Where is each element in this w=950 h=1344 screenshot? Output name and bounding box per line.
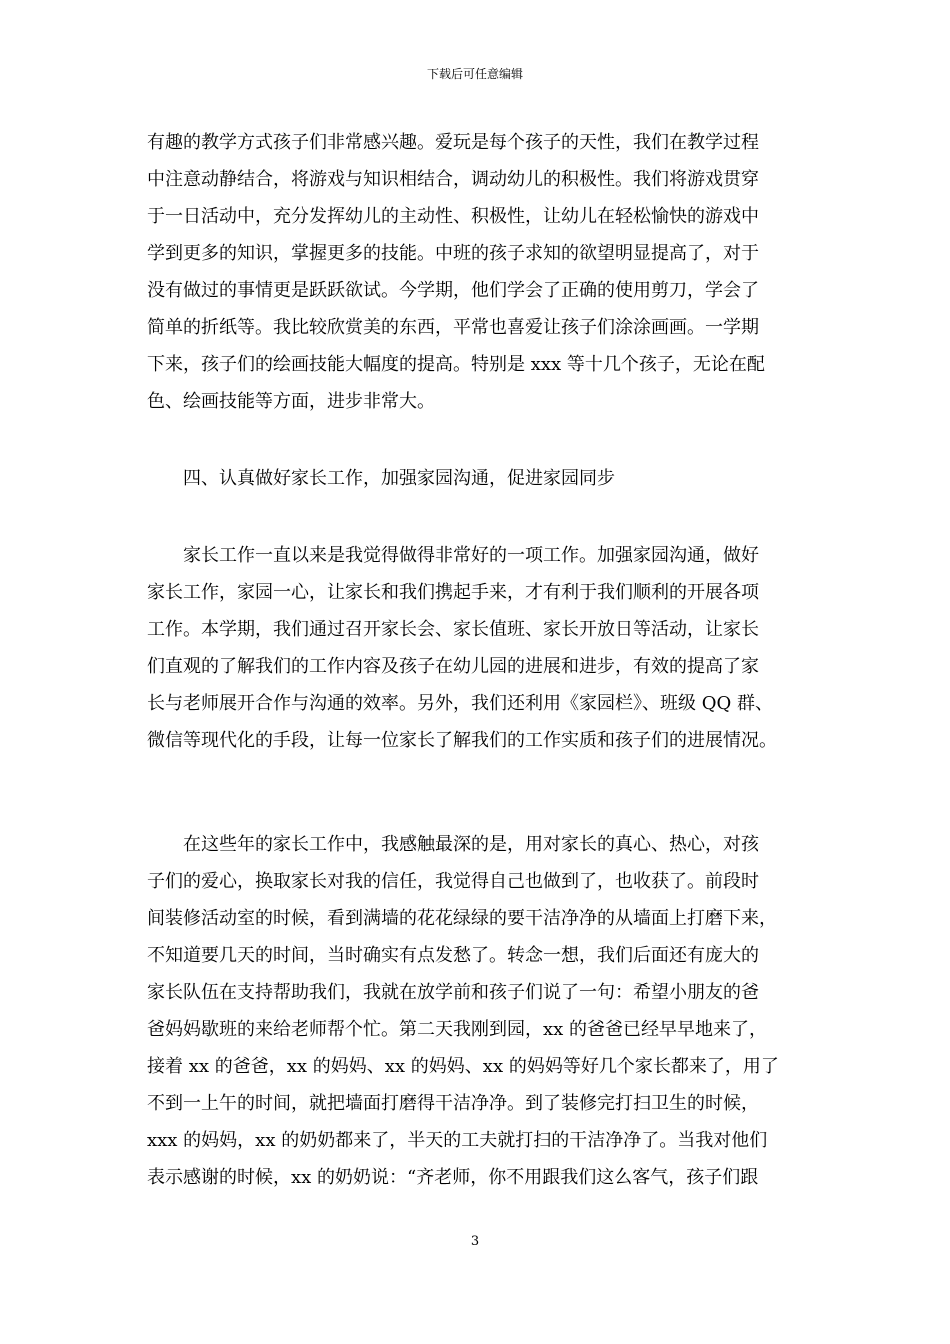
text-line: 下来，孩子们的绘画技能大幅度的提高。特别是 xxx 等十几个孩子，无论在配 [147, 354, 765, 375]
text-line: 学到更多的知识，掌握更多的技能。中班的孩子求知的欲望明显提高了，对于 [147, 243, 759, 264]
text-line: 们直观的了解我们的工作内容及孩子在幼儿园的进展和进步，有效的提高了家 [147, 656, 759, 677]
spacer [147, 759, 807, 826]
spacer [147, 420, 807, 460]
paragraph-parent-experience [147, 826, 807, 1196]
text-line: 表示感谢的时候，xx 的奶奶说：“齐老师，你不用跟我们这么客气，孩子们跟 [147, 1167, 759, 1188]
text-line: 微信等现代化的手段，让每一位家长了解我们的工作实质和孩子们的进展情况。 [147, 730, 777, 751]
section-heading-4 [147, 460, 807, 497]
text-line: 不到一上午的时间，就把墙面打磨得干洁净净。到了装修完打扫卫生的时候， [147, 1093, 759, 1114]
text-line: 家长队伍在支持帮助我们，我就在放学前和孩子们说了一句：希望小朋友的爸 [147, 982, 759, 1003]
text-line: 接着 xx 的爸爸，xx 的妈妈、xx 的妈妈、xx 的妈妈等好几个家长都来了，用了 [147, 1056, 779, 1077]
spacer [147, 497, 807, 537]
text-line: xxx 的妈妈，xx 的奶奶都来了，半天的工夫就打扫的干洁净净了。当我对他们 [147, 1130, 768, 1151]
paragraph-parent-work [147, 537, 807, 759]
text-line: 于一日活动中，充分发挥幼儿的主动性、积极性，让幼儿在轻松愉快的游戏中 [147, 206, 759, 227]
text-line: 中注意动静结合，将游戏与知识相结合，调动幼儿的积极性。我们将游戏贯穿 [147, 169, 759, 190]
text-line: 色、绘画技能等方面，进步非常大。 [147, 391, 435, 412]
page-number: 3 [470, 1234, 480, 1249]
text-line: 子们的爱心，换取家长对我的信任，我觉得自己也做到了，也收获了。前段时 [147, 871, 759, 892]
text-line: 在这些年的家长工作中，我感触最深的是，用对家长的真心、热心，对孩 [183, 834, 759, 855]
text-line: 长与老师展开合作与沟通的效率。另外，我们还利用《家园栏》、班级 QQ 群、 [147, 693, 773, 714]
text-line: 有趣的教学方式孩子们非常感兴趣。爱玩是每个孩子的天性，我们在教学过程 [147, 132, 759, 153]
text-line: 不知道要几天的时间，当时确实有点发愁了。转念一想，我们后面还有庞大的 [147, 945, 759, 966]
text-line: 工作。本学期，我们通过召开家长会、家长值班、家长开放日等活动，让家长 [147, 619, 759, 640]
text-line: 家长工作一直以来是我觉得做得非常好的一项工作。加强家园沟通，做好 [183, 545, 759, 566]
text-line: 爸妈妈歇班的来给老师帮个忙。第二天我刚到园，xx 的爸爸已经早早地来了， [147, 1019, 768, 1040]
page-header: 下载后可任意编辑 [426, 67, 523, 81]
section-heading-text: 四、认真做好家长工作，加强家园沟通，促进家园同步 [183, 468, 615, 489]
text-line: 没有做过的事情更是跃跃欲试。今学期，他们学会了正确的使用剪刀，学会了 [147, 280, 759, 301]
text-line: 简单的折纸等。我比较欣赏美的东西，平常也喜爱让孩子们涂涂画画。一学期 [147, 317, 759, 338]
text-line: 家长工作，家园一心，让家长和我们携起手来，才有利于我们顺利的开展各项 [147, 582, 759, 603]
text-line: 间装修活动室的时候，看到满墙的花花绿绿的要干洁净净的从墙面上打磨下来， [147, 908, 777, 929]
document-body [147, 124, 807, 1196]
paragraph-teaching-methods [147, 124, 807, 420]
